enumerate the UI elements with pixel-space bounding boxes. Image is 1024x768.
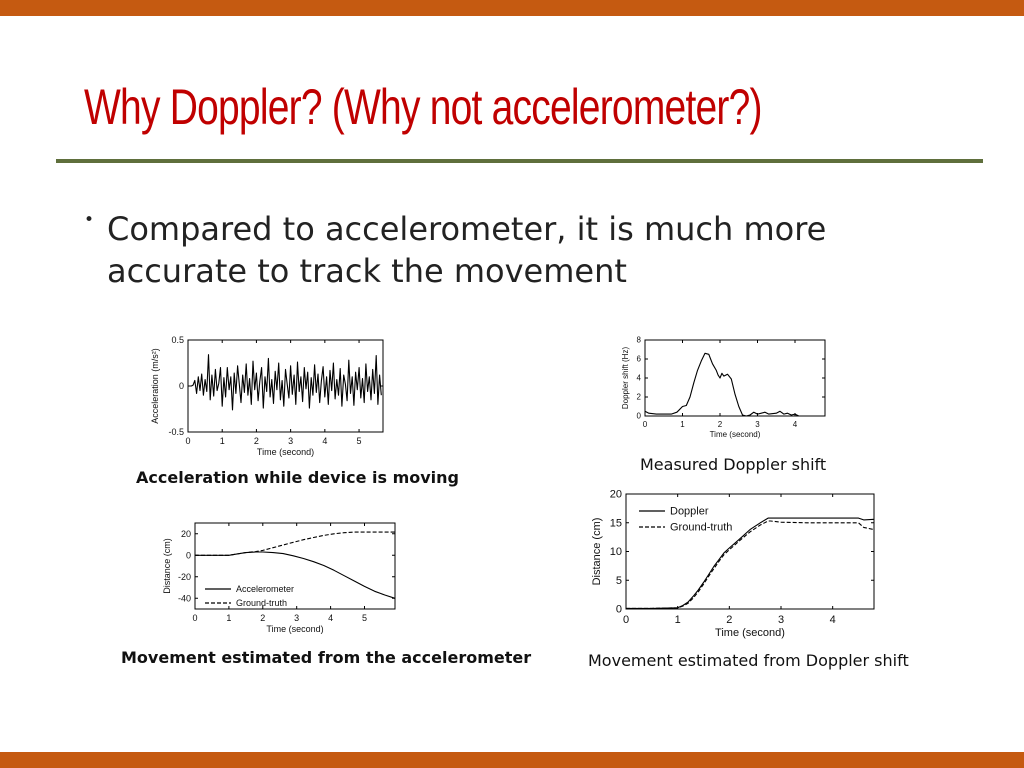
x-tick-label: 4 <box>829 614 836 626</box>
caption-acceleration: Acceleration while device is moving <box>136 468 459 487</box>
x-tick-label: 1 <box>674 614 681 626</box>
y-tick-label: 0.5 <box>171 335 184 345</box>
y-axis-label: Acceleration (m/s²) <box>150 348 160 424</box>
series-line-ground-truth <box>195 532 395 555</box>
x-tick-label: 0 <box>192 613 198 623</box>
y-axis-label: Distance (cm) <box>162 538 172 594</box>
slide-title: Why Doppler? (Why not accelerometer?) <box>84 79 762 135</box>
doppler-shift-chart <box>615 330 835 450</box>
y-tick-label: 10 <box>609 546 622 559</box>
y-tick-label: 2 <box>636 392 641 402</box>
x-tick-label: 1 <box>680 420 685 429</box>
movement-doppler-chart <box>585 485 880 645</box>
y-tick-label: 6 <box>636 354 641 364</box>
plot-frame <box>195 523 395 609</box>
x-tick-label: 2 <box>726 614 733 626</box>
x-tick-label: 4 <box>328 613 334 623</box>
y-axis-label: Distance (cm) <box>591 517 603 586</box>
x-tick-label: 0 <box>642 420 648 429</box>
bottom-accent-bar <box>0 752 1024 768</box>
plot-frame <box>645 340 825 416</box>
legend-label: Accelerometer <box>236 584 295 594</box>
bullet-text: Compared to accelerometer, it is much more accurate to track the movement <box>107 210 827 290</box>
x-tick-label: 1 <box>226 613 232 623</box>
x-tick-label: 0 <box>185 436 191 446</box>
series-line-0 <box>645 353 825 416</box>
x-tick-label: 3 <box>755 420 760 429</box>
title-divider <box>56 159 983 163</box>
y-tick-label: 8 <box>636 335 641 345</box>
series-line-ground-truth <box>626 521 874 608</box>
y-tick-label: 15 <box>609 517 622 530</box>
top-accent-bar <box>0 0 1024 16</box>
x-axis-label: Time (second) <box>715 627 785 639</box>
caption-doppler: Measured Doppler shift <box>640 455 827 474</box>
y-tick-label: 20 <box>180 528 191 539</box>
legend-label: Ground-truth <box>670 521 733 534</box>
series-line-accelerometer <box>195 552 395 598</box>
x-axis-label: Time (second) <box>256 447 315 457</box>
x-tick-label: 3 <box>777 614 785 626</box>
y-axis-label: Doppler shift (Hz) <box>621 346 630 410</box>
legend-label: Doppler <box>670 505 709 518</box>
x-tick-label: 2 <box>717 420 723 429</box>
series-line-0 <box>188 355 381 410</box>
x-tick-label: 2 <box>260 613 266 623</box>
y-tick-label: 20 <box>609 488 622 501</box>
legend-label: Ground-truth <box>236 598 288 608</box>
caption-movement-doppler: Movement estimated from Doppler shift <box>588 651 909 670</box>
y-tick-label: -20 <box>177 571 191 582</box>
x-tick-label: 2 <box>253 436 259 446</box>
x-tick-label: 5 <box>356 436 362 446</box>
caption-movement-accelerometer: Movement estimated from the accelerometer <box>121 648 532 667</box>
x-tick-label: 3 <box>294 613 300 623</box>
x-tick-label: 1 <box>219 436 225 446</box>
y-tick-label: -40 <box>177 593 191 604</box>
acceleration-chart <box>140 330 400 465</box>
y-tick-label: 0 <box>615 603 622 616</box>
y-tick-label: 5 <box>615 574 622 587</box>
x-axis-label: Time (second) <box>266 624 324 634</box>
y-tick-label: 0 <box>636 411 641 421</box>
x-tick-label: 5 <box>361 613 367 623</box>
x-tick-label: 4 <box>792 420 798 429</box>
x-tick-label: 4 <box>322 436 328 446</box>
x-tick-label: 3 <box>288 436 294 446</box>
y-tick-label: 0 <box>178 381 184 391</box>
x-tick-label: 0 <box>622 614 630 626</box>
x-axis-label: Time (second) <box>709 430 761 439</box>
y-tick-label: 4 <box>636 373 641 383</box>
bullet-marker: • <box>84 210 95 230</box>
movement-accelerometer-chart <box>155 515 405 645</box>
y-tick-label: -0.5 <box>168 427 184 437</box>
y-tick-label: 0 <box>185 550 191 561</box>
